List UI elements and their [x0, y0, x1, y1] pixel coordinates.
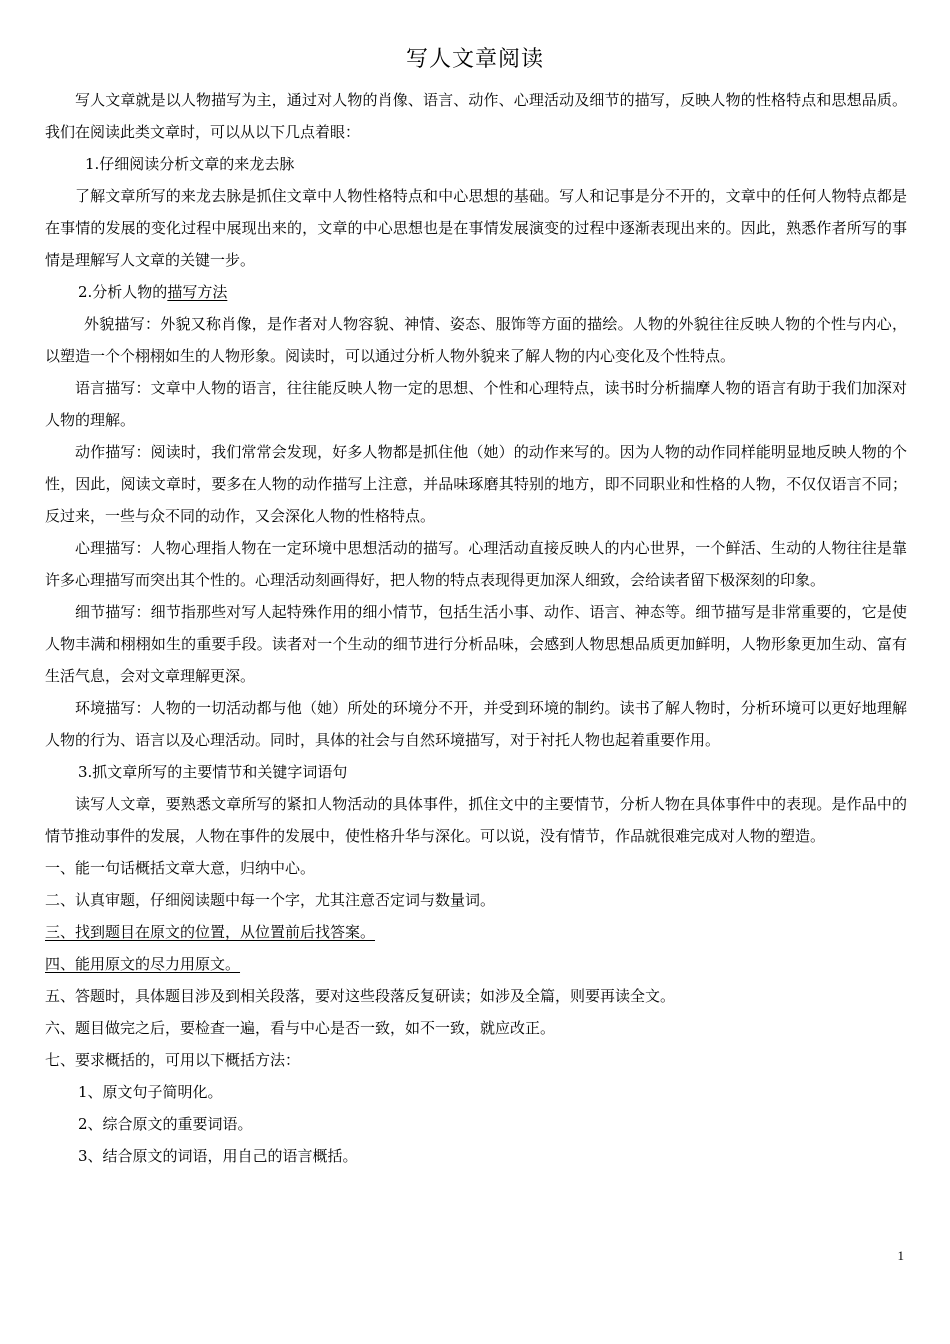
section2-heading: [45, 276, 907, 308]
language-paragraph: 语言描写：文章中人物的语言，往往能反映人物一定的思想、个性和心理特点，读书时分析揣摩人物的语言有助于我们加深对人物的理解。: [45, 379, 907, 429]
tip-underlined: 三、找到题目在原文的位置，从位置前后找答案。: [45, 923, 376, 941]
tip-item: [45, 916, 907, 948]
detail-paragraph: 细节描写：细节指那些对写人起特殊作用的细小情节，包括生活小事、动作、语言、神态等。细节描写是非常重要的，它是使人物丰满和栩栩如生的重要手段。读者对一个生动的细节进行分析品味，会感到人物思想品质更加鲜明，人物形象更加生动、富有生活气息，会对文章理解更深。: [45, 603, 907, 685]
section1-paragraph: 了解文章所写的来龙去脉是抓住文章中人物性格特点和中心思想的基础。写人和记事是分不开的，文章中的任何人物特点都是在事情的发展的变化过程中展现出来的，文章的中心思想也是在事情发展演变的过程中逐渐表现出来的。因此，熟悉作者所写的事情是理解写人文章的关键一步。: [45, 187, 907, 269]
intro-paragraph: 写人文章就是以人物描写为主，通过对人物的肖像、语言、动作、心理活动及细节的描写，反映人物的性格特点和思想品质。我们在阅读此类文章时，可以从以下几点着眼：: [45, 91, 907, 141]
section1-heading: 1.仔细阅读分析文章的来龙去脉: [85, 155, 295, 173]
method-item: 2、综合原文的重要词语。: [78, 1115, 253, 1133]
section2-heading-prefix: 2.分析人物的: [78, 283, 168, 301]
tip-item: 六、题目做完之后，要检查一遍，看与中心是否一致，如不一致，就应改正。: [45, 1019, 556, 1037]
tip-item: 五、答题时，具体题目涉及到相关段落，要对这些段落反复研读；如涉及全篇，则要再读全文。: [45, 987, 676, 1005]
tip-item: 一、能一句话概括文章大意，归纳中心。: [45, 859, 316, 877]
tip-item: 七、要求概括的，可用以下概括方法：: [45, 1051, 301, 1069]
appearance-paragraph: 外貌描写：外貌又称肖像，是作者对人物容貌、神情、姿态、服饰等方面的描绘。人物的外貌往往反映人物的个性与内心，以塑造一个个栩栩如生的人物形象。阅读时，可以通过分析人物外貌来了解人物的内心变化及个性特点。: [45, 315, 907, 365]
tip-item: [45, 948, 907, 980]
section3-heading: 3.抓文章所写的主要情节和关键字词语句: [78, 763, 348, 781]
method-item: 3、结合原文的词语，用自己的语言概括。: [78, 1147, 358, 1165]
method-item: 1、原文句子简明化。: [78, 1083, 223, 1101]
section2-heading-underlined: 描写方法: [167, 283, 228, 301]
environment-paragraph: 环境描写：人物的一切活动都与他（她）所处的环境分不开，并受到环境的制约。读书了解人物时，分析环境可以更好地理解人物的行为、语言以及心理活动。同时，具体的社会与自然环境描写，对于衬托人物也起着重要作用。: [45, 699, 907, 749]
section3-paragraph: 读写人文章，要熟悉文章所写的紧扣人物活动的具体事件，抓住文中的主要情节，分析人物在具体事件中的表现。是作品中的情节推动事件的发展，人物在事件的发展中，使性格升华与深化。可以说，没有情节，作品就很难完成对人物的塑造。: [45, 795, 907, 845]
tip-underlined: 四、能用原文的尽力用原文。: [45, 955, 241, 973]
page-title: 写人文章阅读: [405, 47, 544, 72]
tip-item: 二、认真审题，仔细阅读题中每一个字，尤其注意否定词与数量词。: [45, 891, 496, 909]
document-body: [45, 84, 907, 1172]
action-paragraph: 动作描写：阅读时，我们常常会发现，好多人物都是抓住他（她）的动作来写的。因为人物的动作同样能明显地反映人物的个性，因此，阅读文章时，要多在人物的动作描写上注意，并品味琢磨其特别的地方，即不同职业和性格的人物，不仅仅语言不同；反过来，一些与众不同的动作，又会深化人物的性格特点。: [45, 443, 907, 525]
page-number: 1: [897, 1248, 904, 1263]
psychology-paragraph: 心理描写：人物心理指人物在一定环境中思想活动的描写。心理活动直接反映人的内心世界，一个鲜活、生动的人物往往是靠许多心理描写而突出其个性的。心理活动刻画得好，把人物的特点表现得更加深人细致，会给读者留下极深刻的印象。: [45, 539, 907, 589]
